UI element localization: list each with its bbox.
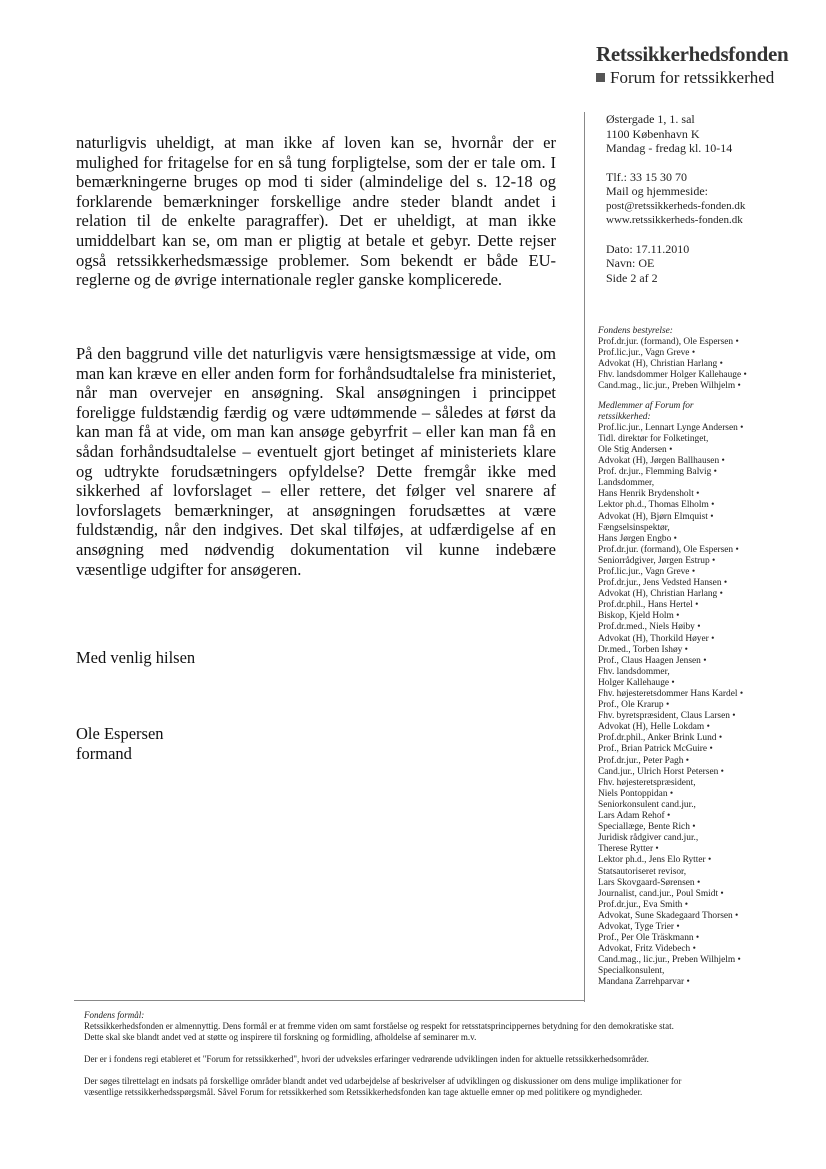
signer-name: Ole Espersen: [76, 724, 164, 743]
forum-member: Juridisk rådgiver cand.jur.,: [598, 833, 699, 844]
forum-member: Mandana Zarrehparvar •: [598, 977, 798, 988]
forum-heading-1: Medlemmer af Forum for: [598, 400, 694, 411]
forum-member: Fhv. højesteretspræsident,: [598, 777, 696, 788]
forum-member: Statsautoriseret revisor,: [598, 866, 687, 877]
forum-member: Advokat (H), Christian Harlang •: [598, 589, 798, 600]
forum-member: Lars Skovgaard-Sørensen •: [598, 878, 798, 889]
forum-member: Therese Rytter •: [598, 844, 798, 855]
forum-member: Cand.mag., lic.jur., Preben Wilhjelm •: [598, 955, 798, 966]
forum-member: Journalist, cand.jur., Poul Smidt •: [598, 889, 798, 900]
forum-member: Advokat (H), Bjørn Elmquist •: [598, 512, 798, 523]
forum-member: Prof.dr.jur. (formand), Ole Espersen •: [598, 545, 798, 556]
forum-member: Prof.dr.jur., Jens Vedsted Hansen •: [598, 578, 798, 589]
forum-member: Lektor ph.d., Jens Elo Rytter •: [598, 855, 798, 866]
contact-website: www.retssikkerheds-fonden.dk: [606, 214, 743, 226]
letter-paragraph-1: naturligvis uheldigt, at man ikke af loven kan se, hvornår der er mulighed for fritagelse for en så tung forpligtelse, som der er tale om. I bemærkningerne bruges op mod ti sider (almindelige del s. 12-18 og forklarende bemærkninger forskellige andre steder blandt andet i relation til de enkelte paragraffer). Det er uheldigt, at man ikke umiddelbart kan se, om man er pligtig at betale et gebyr. Dette rejser også retssikkerhedsmæssige problemer. Som bekendt er både EU-reglerne og de øvrige internationale regler ganske komplicerede.: [76, 133, 556, 290]
forum-member: Prof.lic.jur., Lennart Lynge Andersen •: [598, 423, 798, 434]
forum-member: Seniorkonsulent cand.jur.,: [598, 799, 696, 810]
purpose-line-2: Dette skal ske blandt andet ved at støtte og inspirere til forskning og formidling, afholdelse af seminarer m.v.: [84, 1032, 477, 1042]
forum-member: Prof.dr.jur., Eva Smith •: [598, 900, 798, 911]
contact-phone: Tlf.: 33 15 30 70: [606, 169, 687, 184]
board-member: Prof.lic.jur., Vagn Greve •: [598, 348, 798, 359]
forum-member: Advokat, Sune Skadegaard Thorsen •: [598, 911, 798, 922]
page-number: Side 2 af 2: [606, 270, 658, 285]
forum-member: Prof.dr.med., Niels Høiby •: [598, 622, 798, 633]
purpose-paragraph-2: Der er i fondens regi etableret et "Forum for retssikkerhed", hvori der udveksles erfaringer vedrørende udviklingen inden for aktuelle retssikkerhedsområder.: [84, 1054, 649, 1064]
forum-member: Prof.dr.jur., Peter Pagh •: [598, 756, 798, 767]
contact-hours: Mandag - fredag kl. 10-14: [606, 141, 733, 155]
forum-member: Fhv. landsdommer,: [598, 666, 670, 677]
vertical-divider: [584, 112, 585, 1002]
board-heading: Fondens bestyrelse:: [598, 326, 673, 336]
letter-ref-name: Navn: OE: [606, 256, 655, 270]
board-member: Cand.mag., lic.jur., Preben Wilhjelm •: [598, 381, 798, 392]
forum-member-list: [598, 423, 798, 989]
forum-member: Advokat (H), Jørgen Ballhausen •: [598, 456, 798, 467]
purpose-paragraph-3a: Der søges tilrettelagt en indsats på forskellige områder blandt andet ved udarbejdelse af beskrivelser af udviklingen og diskussioner om dens mulige implikationer for: [84, 1076, 682, 1086]
contact-city: 1100 København K: [606, 126, 700, 141]
contact-web-label: Mail og hjemmeside:: [606, 184, 708, 198]
forum-member: Advokat (H), Helle Lokdam •: [598, 722, 798, 733]
letter-paragraph-2: På den baggrund ville det naturligvis være hensigtsmæssige at vide, om man kan kræve en eller anden form for forhåndsudtalelse fra ministeriet, når man overvejer en ansøgning. Skal ansøgningen i princippet foreligge fuldstændig færdig og være udtømmende – således at først da kan man få at vide, om man kan ansøge gebyrfrit – eller kan man få en sådan forhåndsudtalelse – eventuelt gjort betinget af ministeriets klare og udtrykte forudsætningers opfyldelse? Dette fremgår ikke med sikkerhed af lovforslaget – eller rettere, det følger vel snarere af lovforslagets bemærkninger, at ansøgningen forudsættes at være fuldstændig, når den indgives. Det skal tilføjes, at udfærdigelse af en ansøgning med nødvendig dokumentation vil kunne indebære væsentlige udgifter for ansøgeren.: [76, 344, 556, 579]
forum-member: Fhv. højesteretsdommer Hans Kardel •: [598, 689, 798, 700]
forum-member: Niels Pontoppidan •: [598, 789, 798, 800]
contact-email: post@retssikkerheds-fonden.dk: [606, 199, 746, 212]
forum-member: Landsdommer,: [598, 478, 655, 489]
forum-member: Hans Jørgen Engbo •: [598, 534, 798, 545]
forum-member: Biskop, Kjeld Holm •: [598, 611, 798, 622]
signature-block: [76, 724, 164, 763]
forum-member: Lars Adam Rehof •: [598, 811, 798, 822]
forum-member: Hans Henrik Brydensholt •: [598, 489, 798, 500]
letterhead-forum-name: Forum for retssikkerhed: [610, 68, 775, 87]
forum-member: Specialkonsulent,: [598, 966, 665, 977]
board-member: Advokat (H), Christian Harlang •: [598, 359, 798, 370]
forum-member: Prof., Ole Krarup •: [598, 700, 798, 711]
forum-member: Holger Kallehauge •: [598, 678, 798, 689]
purpose-line-1: Retssikkerhedsfonden er almennyttig. Dens formål er at fremme viden om samt forståelse og respekt for retsstatsprincippernes betydning for den demokratiske stat.: [84, 1021, 674, 1031]
contact-block: [606, 112, 806, 285]
letter-closing: Med venlig hilsen: [76, 648, 196, 667]
letterhead-org-name: Retssikkerhedsfonden: [596, 42, 789, 66]
forum-member: Prof.dr.phil., Anker Brink Lund •: [598, 733, 798, 744]
contact-street: Østergade 1, 1. sal: [606, 112, 695, 126]
forum-member: Advokat, Tyge Trier •: [598, 922, 798, 933]
forum-member: Prof. dr.jur., Flemming Balvig •: [598, 467, 798, 478]
board-member: Fhv. landsdommer Holger Kallehauge •: [598, 370, 798, 381]
forum-member: Fængselsinspektør,: [598, 522, 670, 533]
forum-member: Prof., Brian Patrick McGuire •: [598, 744, 798, 755]
forum-member: Speciallæge, Bente Rich •: [598, 822, 798, 833]
forum-member: Ole Stig Andersen •: [598, 445, 798, 456]
forum-member: Advokat, Fritz Videbech •: [598, 944, 798, 955]
foundation-purpose: [84, 1010, 764, 1098]
forum-member: Prof.lic.jur., Vagn Greve •: [598, 567, 798, 578]
purpose-paragraph-3b: væsentlige retssikkerhedsspørgsmål. Såvel Forum for retssikkerhed som Retssikkerhedsfonden kan tage aktuelle emner op med politikere og myndigheder.: [84, 1087, 643, 1097]
forum-heading-2: retssikkerhed:: [598, 411, 651, 422]
forum-member: Prof., Per Ole Träskmann •: [598, 933, 798, 944]
forum-member: Prof.dr.phil., Hans Hertel •: [598, 600, 798, 611]
horizontal-divider: [74, 1000, 584, 1001]
forum-member: Cand.jur., Ulrich Horst Petersen •: [598, 767, 798, 778]
square-bullet-icon: [596, 73, 605, 82]
board-member: Prof.dr.jur. (formand), Ole Espersen •: [598, 337, 798, 348]
forum-member: Advokat (H), Thorkild Høyer •: [598, 634, 798, 645]
letterhead-forum: [596, 68, 806, 88]
forum-member: Prof., Claus Haagen Jensen •: [598, 656, 798, 667]
forum-member: Tidl. direktør for Folketinget,: [598, 433, 709, 444]
signer-title: formand: [76, 743, 132, 763]
forum-member: Seniorrådgiver, Jørgen Estrup •: [598, 556, 798, 567]
members-sidebar: [598, 326, 798, 989]
purpose-heading: Fondens formål:: [84, 1010, 145, 1020]
forum-member: Dr.med., Torben Ishøy •: [598, 645, 798, 656]
forum-member: Fhv. byretspræsident, Claus Larsen •: [598, 711, 798, 722]
letter-date: Dato: 17.11.2010: [606, 241, 690, 256]
forum-member: Lektor ph.d., Thomas Elholm •: [598, 500, 798, 511]
